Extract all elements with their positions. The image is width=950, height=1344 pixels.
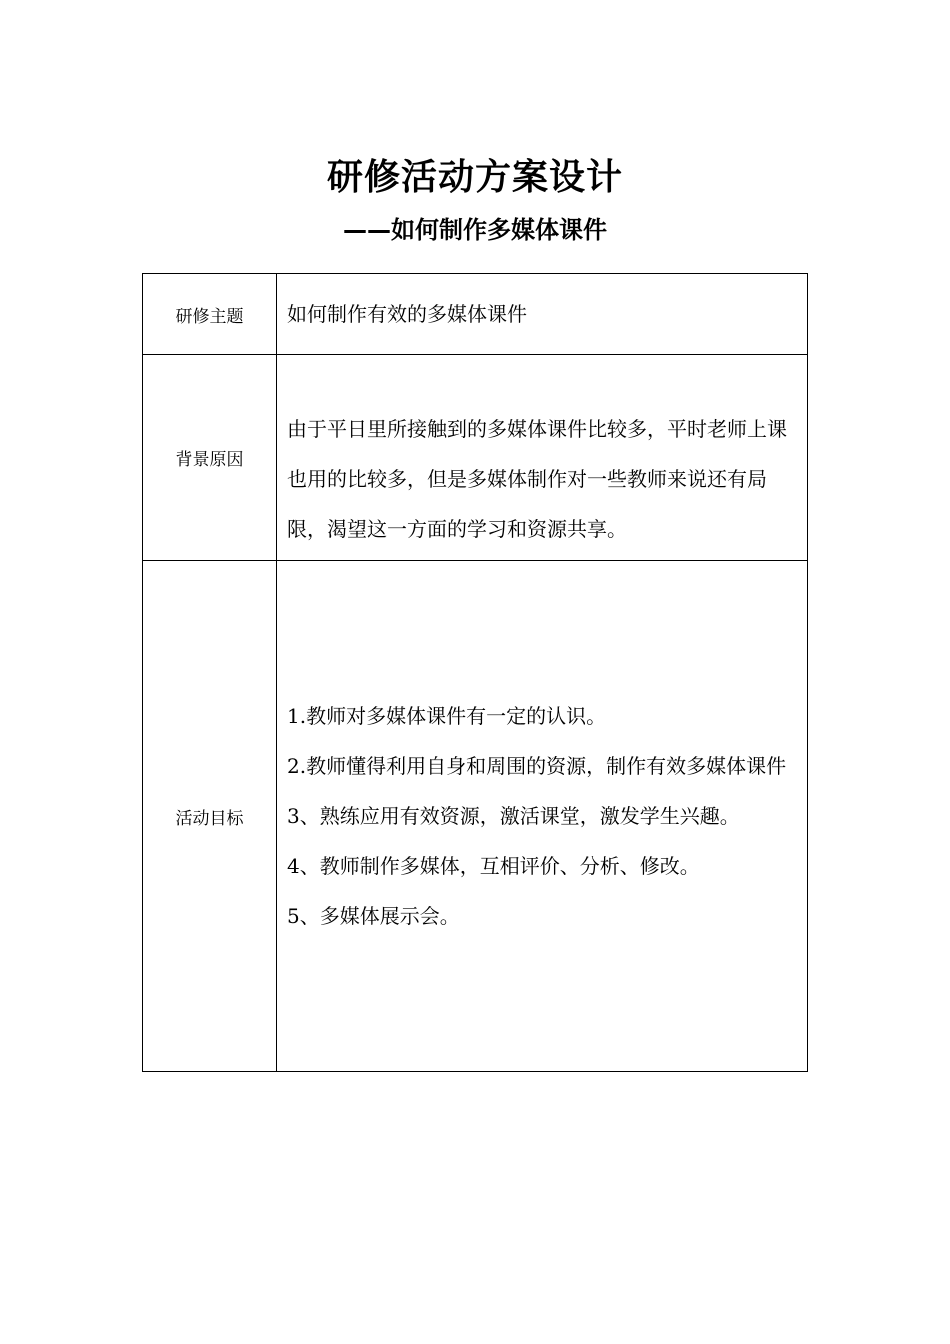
- goal-item: 3、熟练应用有效资源，激活课堂，激发学生兴趣。: [287, 804, 740, 828]
- goal-item: 1.教师对多媒体课件有一定的认识。: [287, 704, 607, 728]
- background-value: 由于平日里所接触到的多媒体课件比较多，平时老师上课也用的比较多，但是多媒体制作对一些教师来说还有局限，渴望这一方面的学习和资源共享。: [277, 355, 808, 561]
- document-title: 研修活动方案设计: [326, 157, 623, 198]
- table-row-goals: [143, 561, 808, 1072]
- plan-table: [142, 273, 808, 1072]
- goals-list: [277, 561, 808, 1072]
- table-row-topic: [143, 274, 808, 355]
- goal-item: 5、多媒体展示会。: [287, 904, 460, 928]
- goal-item: 2.教师懂得利用自身和周围的资源，制作有效多媒体课件: [287, 754, 787, 778]
- topic-value: 如何制作有效的多媒体课件: [277, 274, 808, 355]
- goal-item: 4、教师制作多媒体，互相评价、分析、修改。: [287, 854, 700, 878]
- goals-label: 活动目标: [143, 561, 277, 1072]
- topic-label: 研修主题: [143, 274, 277, 355]
- background-label: 背景原因: [143, 355, 277, 561]
- table-row-background: [143, 355, 808, 561]
- document-subtitle: ——如何制作多媒体课件: [343, 216, 607, 244]
